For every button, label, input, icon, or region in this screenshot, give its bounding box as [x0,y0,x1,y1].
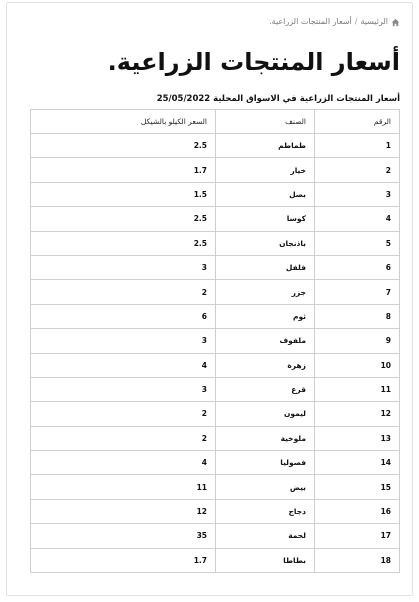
column-header-price: السعر الكيلو بالشيكل [31,110,216,134]
table-row [31,426,400,450]
cell-price: 1.5 [31,182,216,206]
cell-number: 9 [315,329,400,353]
cell-item: زهرة [216,353,315,377]
cell-number: 18 [315,548,400,572]
cell-price: 2.5 [31,207,216,231]
breadcrumb-current: أسعار المنتجات الزراعية. [269,17,352,26]
cell-item: بيض [216,475,315,499]
cell-number: 2 [315,158,400,182]
breadcrumb-home-link[interactable]: الرئيسية [360,17,388,26]
cell-item: باذنجان [216,231,315,255]
cell-item: خيار [216,158,315,182]
breadcrumb-separator: / [354,17,358,26]
cell-number: 15 [315,475,400,499]
cell-number: 1 [315,134,400,158]
cell-item: بطاطا [216,548,315,572]
table-row [31,207,400,231]
cell-price: 2.5 [31,134,216,158]
cell-price: 4 [31,451,216,475]
cell-number: 7 [315,280,400,304]
cell-number: 17 [315,524,400,548]
table-row [31,524,400,548]
cell-price: 2 [31,402,216,426]
table-row [31,134,400,158]
table-row [31,451,400,475]
cell-number: 5 [315,231,400,255]
cell-price: 1.7 [31,548,216,572]
cell-price: 3 [31,255,216,279]
table-row [31,304,400,328]
table-row [31,353,400,377]
cell-price: 3 [31,377,216,401]
table-row [31,475,400,499]
cell-item: فلفل [216,255,315,279]
price-table [30,109,400,573]
table-caption: أسعار المنتجات الزراعية في الاسواق المحلية 25/05/2022 [156,94,400,104]
cell-item: ملوخية [216,426,315,450]
table-row [31,158,400,182]
cell-number: 8 [315,304,400,328]
cell-price: 1.7 [31,158,216,182]
cell-price: 2 [31,426,216,450]
cell-number: 6 [315,255,400,279]
cell-number: 4 [315,207,400,231]
cell-item: قرع [216,377,315,401]
table-row [31,402,400,426]
cell-price: 11 [31,475,216,499]
table-body [31,134,400,573]
cell-number: 13 [315,426,400,450]
cell-item: فصوليا [216,451,315,475]
table-row [31,499,400,523]
table-row [31,280,400,304]
cell-price: 2 [31,280,216,304]
cell-price: 35 [31,524,216,548]
cell-price: 3 [31,329,216,353]
cell-number: 14 [315,451,400,475]
cell-item: جزر [216,280,315,304]
cell-price: 2.5 [31,231,216,255]
cell-number: 10 [315,353,400,377]
cell-number: 11 [315,377,400,401]
page-title: أسعار المنتجات الزراعية. [107,48,400,76]
home-icon[interactable] [391,18,400,27]
cell-item: طماطم [216,134,315,158]
content-card [6,2,413,596]
cell-item: لحمة [216,524,315,548]
cell-number: 3 [315,182,400,206]
column-header-item: الصنف [216,110,315,134]
table-row [31,231,400,255]
table-row [31,255,400,279]
cell-number: 16 [315,499,400,523]
cell-price: 6 [31,304,216,328]
table-row [31,182,400,206]
cell-item: ملفوف [216,329,315,353]
breadcrumb [19,16,400,28]
cell-price: 4 [31,353,216,377]
cell-item: كوسا [216,207,315,231]
cell-item: ليمون [216,402,315,426]
table-row [31,548,400,572]
column-header-number: الرقم [315,110,400,134]
table-row [31,329,400,353]
cell-item: بصل [216,182,315,206]
cell-number: 12 [315,402,400,426]
cell-item: دجاج [216,499,315,523]
table-header-row [31,110,400,134]
cell-price: 12 [31,499,216,523]
cell-item: ثوم [216,304,315,328]
table-row [31,377,400,401]
